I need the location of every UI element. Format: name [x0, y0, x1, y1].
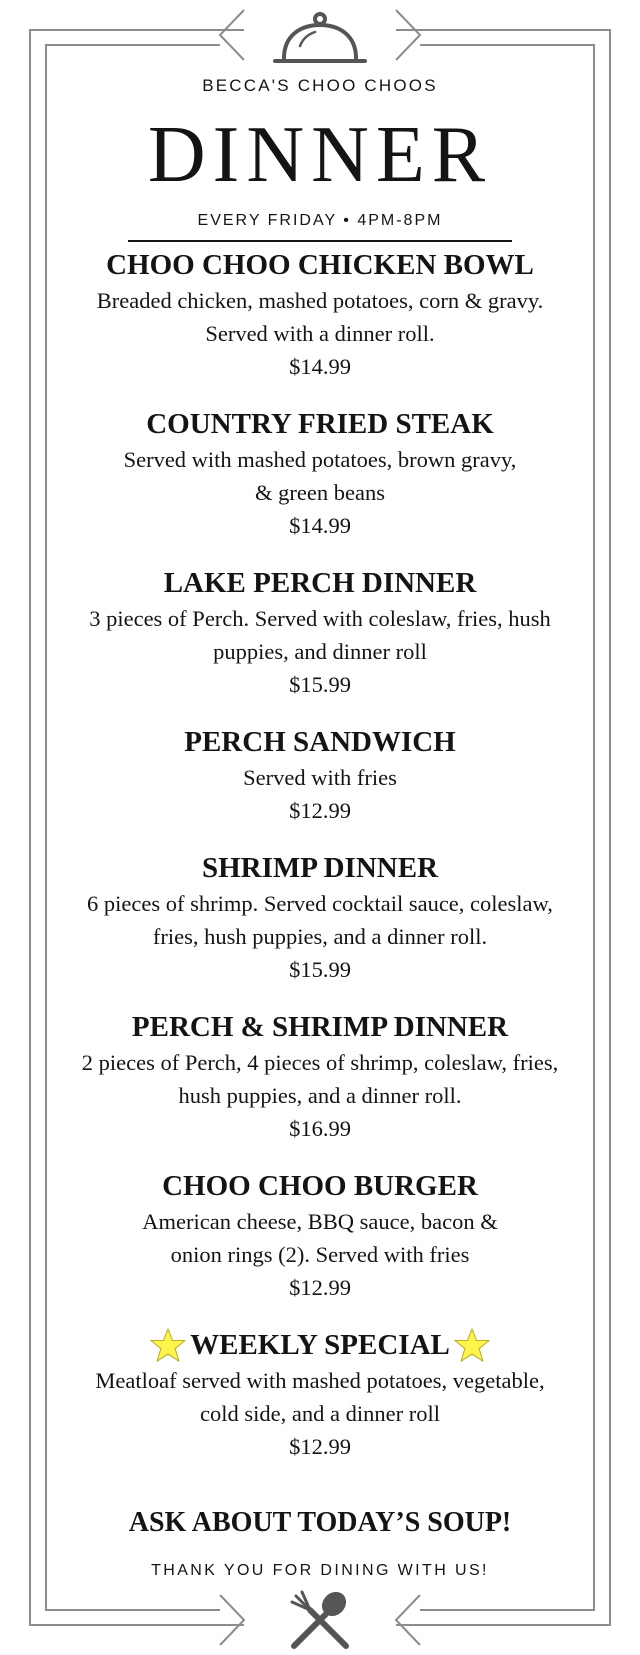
- item-price: $12.99: [289, 798, 351, 823]
- item-name: LAKE PERCH DINNER: [163, 567, 477, 599]
- item-description: cold side, and a dinner roll: [200, 1401, 440, 1426]
- cloche-icon: [270, 10, 370, 66]
- item-description: Breaded chicken, mashed potatoes, corn & gravy.: [96, 288, 544, 313]
- item-price: $14.99: [289, 354, 351, 379]
- fork-spoon-icon: [288, 1588, 352, 1650]
- restaurant-name: BECCA'S CHOO CHOOS: [202, 76, 438, 95]
- thank-you-note: THANK YOU FOR DINING WITH US!: [151, 1562, 489, 1579]
- item-price: $16.99: [289, 1116, 351, 1141]
- menu-item: [50, 564, 590, 701]
- menu-item: [50, 1008, 590, 1145]
- menu-list: [50, 246, 590, 1485]
- item-description: Served with fries: [243, 765, 397, 790]
- item-description: American cheese, BBQ sauce, bacon &: [142, 1209, 498, 1234]
- special-name: WEEKLY SPECIAL: [190, 1329, 450, 1361]
- star-icon: [454, 1327, 490, 1363]
- item-price: $14.99: [289, 513, 351, 538]
- item-description: puppies, and dinner roll: [213, 639, 427, 664]
- item-name: COUNTRY FRIED STEAK: [146, 408, 494, 440]
- item-description: Served with mashed potatoes, brown gravy,: [123, 447, 517, 472]
- menu-item: [50, 405, 590, 542]
- soup-note: ASK ABOUT TODAY’S SOUP!: [128, 1507, 512, 1538]
- item-name: PERCH SANDWICH: [184, 726, 456, 758]
- item-description: 6 pieces of shrimp. Served cocktail sauce, coleslaw,: [87, 891, 553, 916]
- star-icon: [150, 1327, 186, 1363]
- menu-item: [50, 849, 590, 986]
- item-name: PERCH & SHRIMP DINNER: [131, 1011, 509, 1043]
- item-description: onion rings (2). Served with fries: [170, 1242, 470, 1267]
- item-price: $12.99: [289, 1434, 351, 1459]
- item-description: 2 pieces of Perch, 4 pieces of shrimp, coleslaw, fries,: [81, 1050, 559, 1075]
- item-description: 3 pieces of Perch. Served with coleslaw, fries, hush: [89, 606, 551, 631]
- header-divider: [128, 240, 512, 242]
- schedule-text: EVERY FRIDAY • 4PM-8PM: [197, 212, 443, 229]
- item-description: hush puppies, and a dinner roll.: [178, 1083, 462, 1108]
- item-price: $15.99: [289, 672, 351, 697]
- menu-item: [50, 1167, 590, 1304]
- item-price: $15.99: [289, 957, 351, 982]
- menu-item: [50, 246, 590, 383]
- page-title: DINNER: [147, 111, 493, 199]
- item-description: fries, hush puppies, and a dinner roll.: [152, 924, 488, 949]
- menu-item: [50, 723, 590, 827]
- item-price: $12.99: [289, 1275, 351, 1300]
- item-description: Meatloaf served with mashed potatoes, vegetable,: [95, 1368, 545, 1393]
- weekly-special: [50, 1326, 590, 1463]
- item-description: & green beans: [255, 480, 385, 505]
- item-description: Served with a dinner roll.: [205, 321, 435, 346]
- item-name: CHOO CHOO BURGER: [162, 1170, 478, 1202]
- item-name: CHOO CHOO CHICKEN BOWL: [106, 249, 534, 281]
- item-name: SHRIMP DINNER: [201, 852, 439, 884]
